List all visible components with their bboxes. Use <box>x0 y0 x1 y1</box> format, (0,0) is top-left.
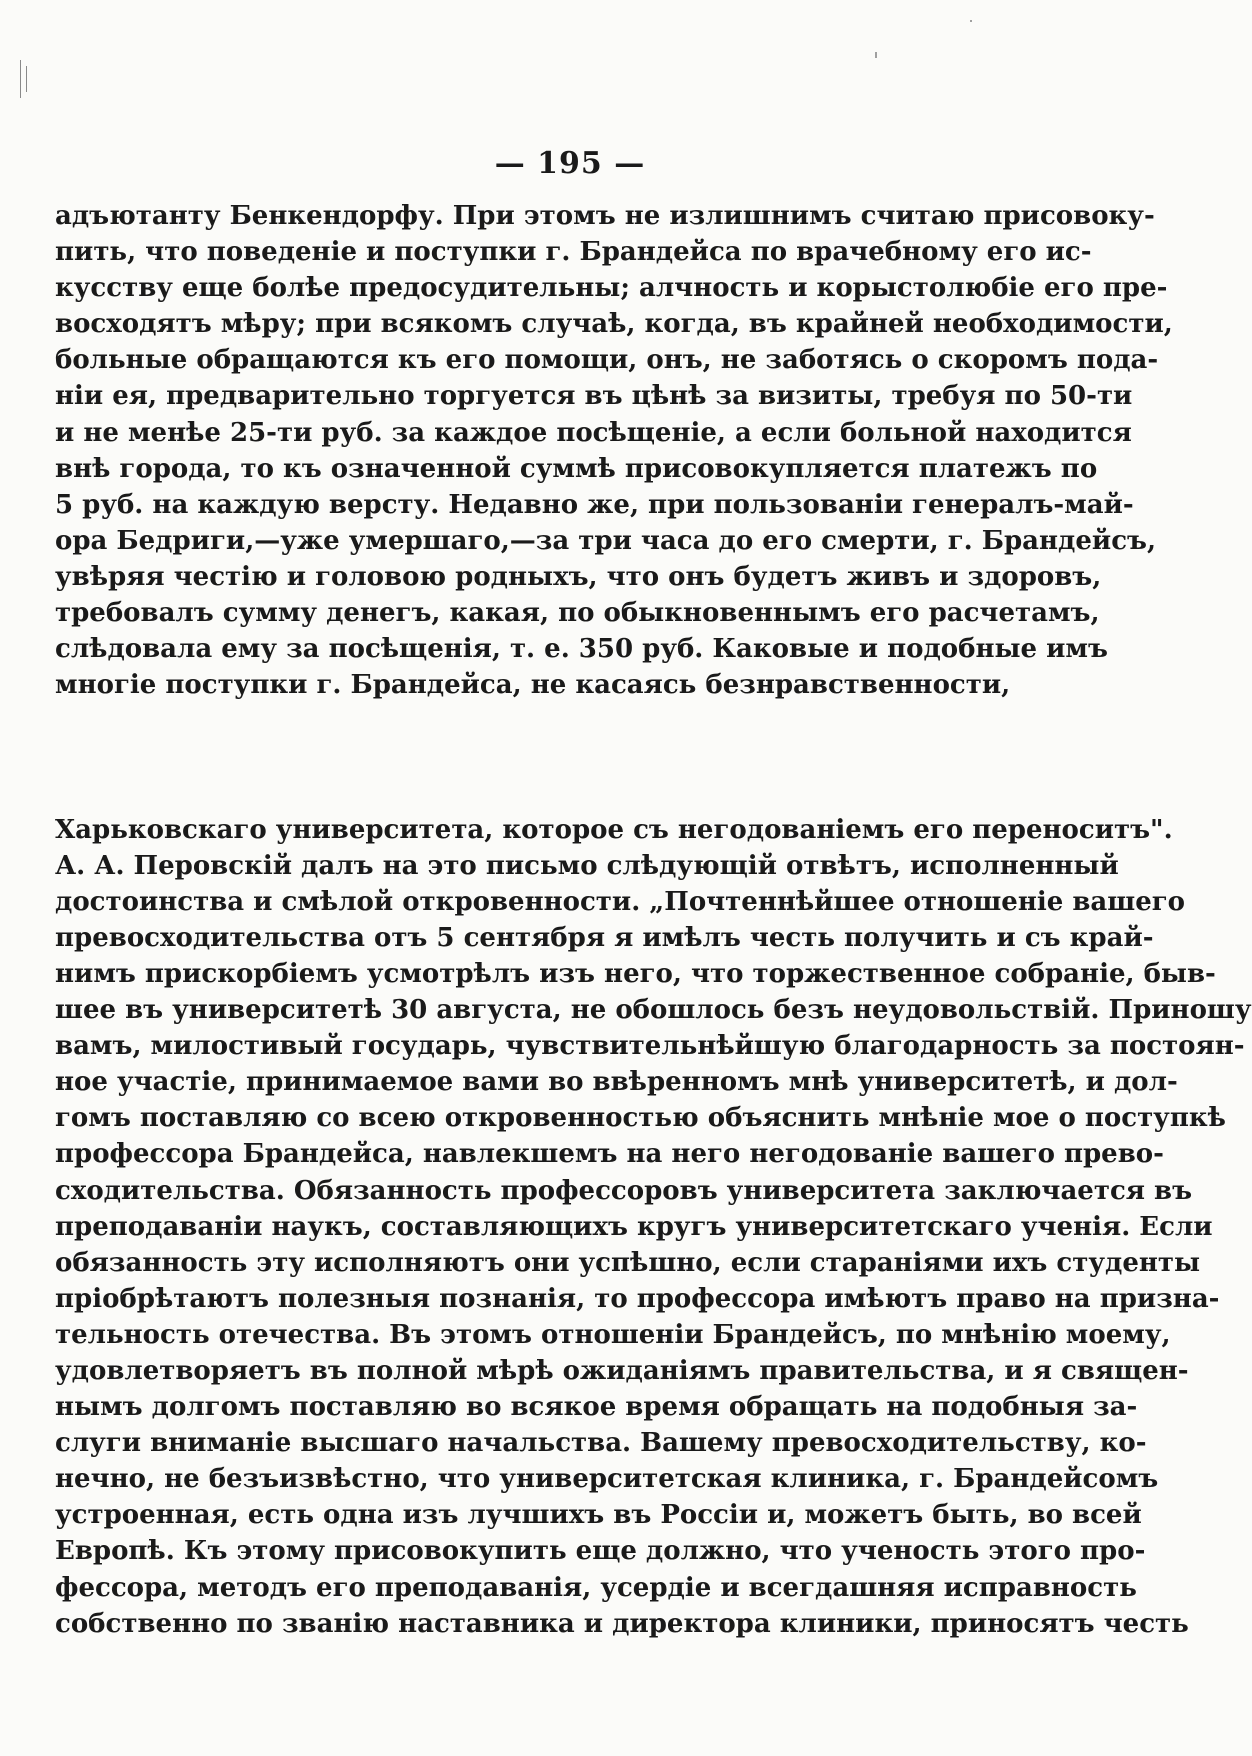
text-line: обязанность эту исполняютъ они успѣшно, если стараніями ихъ студенты <box>55 1247 1201 1278</box>
page-number: — 195 — <box>494 146 646 181</box>
text-line: пріобрѣтаютъ полезныя познанія, то профессора имѣютъ право на призна- <box>55 1283 1220 1314</box>
text-line: нечно, не безъизвѣстно, что университетская клиника, г. Брандейсомъ <box>55 1464 1159 1495</box>
text-line: требовалъ сумму денегъ, какая, по обыкновеннымъ его расчетамъ, <box>55 598 1100 629</box>
text-line: Европѣ. Къ этому присовокупить еще должно, что ученость этого про- <box>55 1536 1146 1567</box>
scan-artifact <box>20 60 21 98</box>
body-text <box>55 198 1252 1642</box>
text-line: профессора Брандейса, навлекшемъ на него негодованіе вашего прево- <box>55 1139 1164 1170</box>
text-line: удовлетворяетъ въ полной мѣрѣ ожиданіямъ правительства, и я священ- <box>55 1356 1189 1386</box>
text-line: Харьковскаго университета, которое съ негодованіемъ его переноситъ". <box>55 814 1173 845</box>
text-line: устроенная, есть одна изъ лучшихъ въ Россіи и, можетъ быть, во всей <box>55 1500 1142 1531</box>
text-line: ніи ея, предварительно торгуется въ цѣнѣ за визиты, требуя по 50-ти <box>55 381 1133 412</box>
text-line: тельность отечества. Въ этомъ отношеніи Брандейсъ, по мнѣнію моему, <box>55 1319 1171 1350</box>
text-line <box>55 703 910 739</box>
text-line: увѣряя честію и головою родныхъ, что онъ будетъ живъ и здоровъ, <box>55 561 1102 592</box>
text-line: слуги вниманіе высшаго начальства. Вашему превосходительству, ко- <box>55 1428 1147 1459</box>
text-line: и не менѣе 25-ти руб. за каждое посѣщеніе, а если больной находится <box>55 417 1132 448</box>
text-line: адъютанту Бенкендорфу. При этомъ не излишнимъ считаю присовоку- <box>55 201 1155 231</box>
text-line: восходятъ мѣру; при всякомъ случаѣ, когда, въ крайней необходимости, <box>55 309 1173 340</box>
text-line: достоинства и смѣлой откровенности. „Почтеннѣйшее отношеніе вашего <box>55 886 1186 917</box>
text-line: сходительства. Обязанность профессоровъ университета заключается въ <box>55 1175 1193 1206</box>
text-line: преподаваніи наукъ, составляющихъ кругъ университетскаго ученія. Если <box>55 1211 1213 1242</box>
text-line: фессора, методъ его преподаванія, усердіе и всегдашняя исправность <box>55 1572 1137 1603</box>
text-line: больные обращаются къ его помощи, онъ, не заботясь о скоромъ пода- <box>55 345 1159 376</box>
text-line: вамъ, милостивый государь, чувствительнѣйшую благодарность за постоян- <box>55 1031 1245 1062</box>
text-line: превосходительства отъ 5 сентября я имѣлъ честь получить и съ край- <box>55 922 1154 953</box>
text-line: нымъ долгомъ поставляю во всякое время обращать на подобныя за- <box>55 1392 1138 1423</box>
text-line: собственно по званію наставника и директора клиники, приносятъ честь <box>55 1608 1189 1639</box>
scan-artifact <box>26 66 27 92</box>
text-line: шее въ университетѣ 30 августа, не обошлось безъ неудовольствій. Приношу <box>55 995 1252 1026</box>
text-line: многіе поступки г. Брандейса, не касаясь безнравственности, <box>55 670 1011 701</box>
scan-artifact <box>875 52 877 58</box>
text-line: 5 руб. на каждую версту. Недавно же, при пользованіи генералъ-май- <box>55 489 1134 520</box>
text-line: слѣдовала ему за посѣщенія, т. е. 350 руб. Каковые и подобные имъ <box>55 634 1108 665</box>
text-line: А. А. Перовскій далъ на это письмо слѣдующій отвѣтъ, исполненный <box>55 850 1119 881</box>
text-line: пить, что поведеніе и поступки г. Брандейса по врачебному его ис- <box>55 237 1092 268</box>
text-line <box>55 776 910 812</box>
text-line: нимъ прискорбіемъ усмотрѣлъ изъ него, что торжественное собраніе, быв- <box>55 958 1216 989</box>
text-line: ное участіе, принимаемое вами во ввѣренномъ мнѣ университетѣ, и дол- <box>55 1067 1178 1098</box>
text-line: внѣ города, то къ означенной суммѣ присовокупляется платежъ по <box>55 453 1098 484</box>
scan-artifact <box>970 20 972 22</box>
text-line: ора Бедриги,—уже умершаго,—за три часа до его смерти, г. Брандейсъ, <box>55 525 1157 556</box>
text-line: кусству еще болѣе предосудительны; алчность и корыстолюбіе его пре- <box>55 273 1168 304</box>
text-line <box>55 739 910 775</box>
text-line: гомъ поставляю со всею откровенностью объяснить мнѣніе мое о поступкѣ <box>55 1103 1226 1134</box>
